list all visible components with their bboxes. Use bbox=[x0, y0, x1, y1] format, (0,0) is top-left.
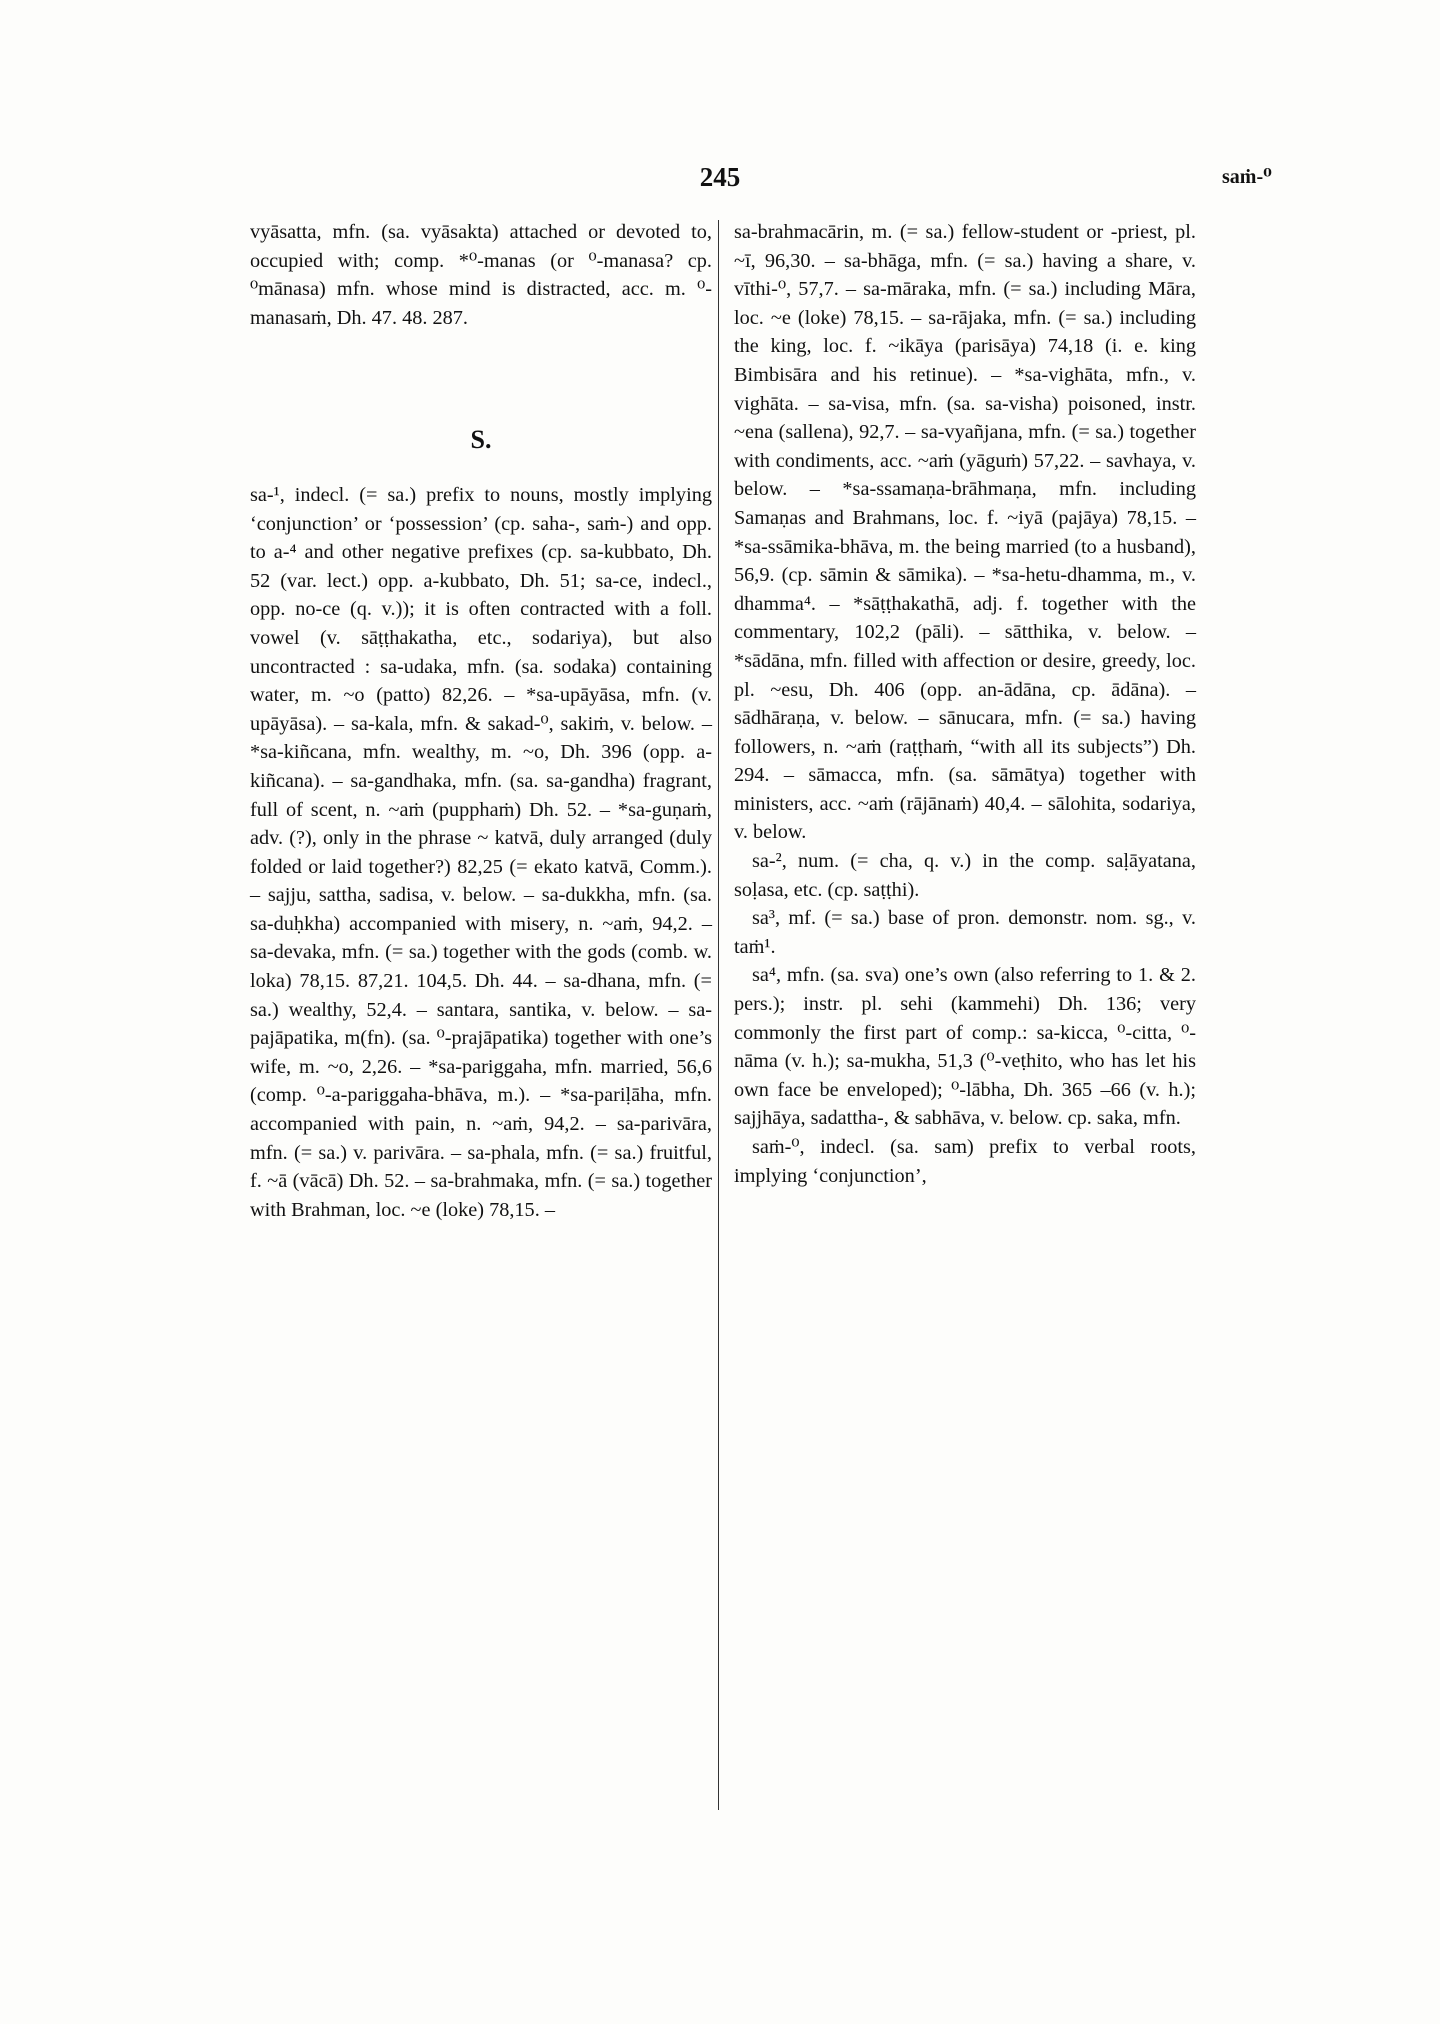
entry-sa-1: sa-¹, indecl. (= sa.) prefix to nouns, mostly implying ‘conjunction’ or ‘possession’ (cp. saha-, saṁ-) and opp. to a-⁴ and other negative prefixes (cp. sa-kubbato, Dh. 52 (var. lect.) opp. a-kubbato, Dh. 51; sa-ce, indecl., opp. no-ce (q. v.)); it is often contracted with a foll. vowel (v. sāṭṭhakatha, etc., sodariya), but also uncontracted : sa-udaka, mfn. (sa. sodaka) containing water, m. ~o (patto) 82,26. – *sa-upāyāsa, mfn. (v. upāyāsa). – sa-kala, mfn. & sakad-⁰, sakiṁ, v. below. – *sa-kiñcana, mfn. wealthy, m. ~o, Dh. 396 (opp. a-kiñcana). – sa-gandhaka, mfn. (sa. sa-gandha) fragrant, full of scent, n. ~aṁ (pupphaṁ) Dh. 52. – *sa-guṇaṁ, adv. (?), only in the phrase ~ katvā, duly arranged (duly folded or laid together?) 82,25 (= ekato katvā, Comm.). – sajju, sattha, sadisa, v. below. – sa-dukkha, mfn. (sa. sa-duḥkha) accompanied with misery, n. ~aṁ, 94,2. – sa-devaka, mfn. (= sa.) together with the gods (comb. w. loka) 78,15. 87,21. 104,5. Dh. 44. – sa-dhana, mfn. (= sa.) wealthy, 52,4. – santara, santika, v. below. – sa-pajāpatika, m(fn). (sa. ⁰-prajāpatika) together with one’s wife, m. ~o, 2,26. – *sa-pariggaha, mfn. married, 56,6 (comp. ⁰-a-pariggaha-bhāva, m.). – *sa-pariḷāha, mfn. accompanied with pain, n. ~aṁ, 94,2. – sa-parivāra, mfn. (= sa.) v. parivāra. – sa-phala, mfn. (= sa.) fruitful, f. ~ā (vācā) Dh. 52. – sa-brahmaka, mfn. (= sa.) together with Brahman, loc. ~e (loke) 78,15. – bbox=[250, 483, 712, 1221]
entry-vyasatta: vyāsatta, mfn. (sa. vyāsakta) attached or devoted to, occupied with; comp. *⁰-manas (or ⁰-manasa? cp. ⁰mānasa) mfn. whose mind is distracted, acc. m. ⁰-manasaṁ, Dh. 47. 48. 287. bbox=[250, 221, 712, 329]
running-head: saṁ-⁰ bbox=[1222, 166, 1272, 188]
left-column bbox=[250, 218, 712, 1224]
column-divider bbox=[718, 220, 719, 1810]
right-column bbox=[734, 218, 1196, 1190]
entry-sa-3: sa³, mf. (= sa.) base of pron. demonstr. nom. sg., v. taṁ¹. bbox=[734, 907, 1196, 958]
entry-sa-2: sa-², num. (= cha, q. v.) in the comp. saḷāyatana, soḷasa, etc. (cp. saṭṭhi). bbox=[734, 850, 1196, 901]
entry-sa-1-continued: sa-brahmacārin, m. (= sa.) fellow-student or -priest, pl. ~ī, 96,30. – sa-bhāga, mfn. (= sa.) having a share, v. vīthi-⁰, 57,7. – sa-māraka, mfn. (= sa.) including Māra, loc. ~e (loke) 78,15. – sa-rājaka, mfn. (= sa.) including the king, loc. f. ~ikāya (parisāya) 74,18 (i. e. king Bimbisāra and his retinue). – *sa-vighāta, mfn., v. vighāta. – sa-visa, mfn. (sa. sa-visha) poisoned, instr. ~ena (sallena), 92,7. – sa-vyañjana, mfn. (= sa.) together with condiments, acc. ~aṁ (yāguṁ) 57,22. – savhaya, v. below. – *sa-ssamaṇa-brāhmaṇa, mfn. including Samaṇas and Brahmans, loc. f. ~iyā (pajāya) 78,15. – *sa-ssāmika-bhāva, m. the being married (to a husband), 56,9. (cp. sāmin & sāmika). – *sa-hetu-dhamma, m., v. dhamma⁴. – *sāṭṭhakathā, adj. f. together with the commentary, 102,2 (pāli). – sātthika, v. below. – *sādāna, mfn. filled with affection or desire, greedy, loc. pl. ~esu, Dh. 406 (opp. an-ādāna, cp. ādāna). – sādhāraṇa, v. below. – sānucara, mfn. (= sa.) having followers, n. ~aṁ (raṭṭhaṁ, “with all its subjects”) Dh. 294. – sāmacca, mfn. (sa. sāmātya) together with ministers, acc. ~aṁ (rājānaṁ) 40,4. – sālohita, sodariya, v. below. bbox=[734, 221, 1196, 844]
entry-sa-4: sa⁴, mfn. (sa. sva) one’s own (also referring to 1. & 2. pers.); instr. pl. sehi (kammehi) Dh. 136; very commonly the first part of comp.: sa-kicca, ⁰-citta, ⁰-nāma (v. h.); sa-mukha, 51,3 (⁰-veṭhito, who has let his own face be enveloped); ⁰-lābha, Dh. 365 –66 (v. h.); sajjhāya, sadattha-, & sabhāva, v. below. cp. saka, mfn. bbox=[734, 964, 1196, 1130]
entry-sam: saṁ-⁰, indecl. (sa. sam) prefix to verbal roots, implying ‘conjunction’, bbox=[734, 1136, 1196, 1187]
page-number: 245 bbox=[699, 162, 741, 192]
section-letter: S. bbox=[470, 425, 492, 455]
